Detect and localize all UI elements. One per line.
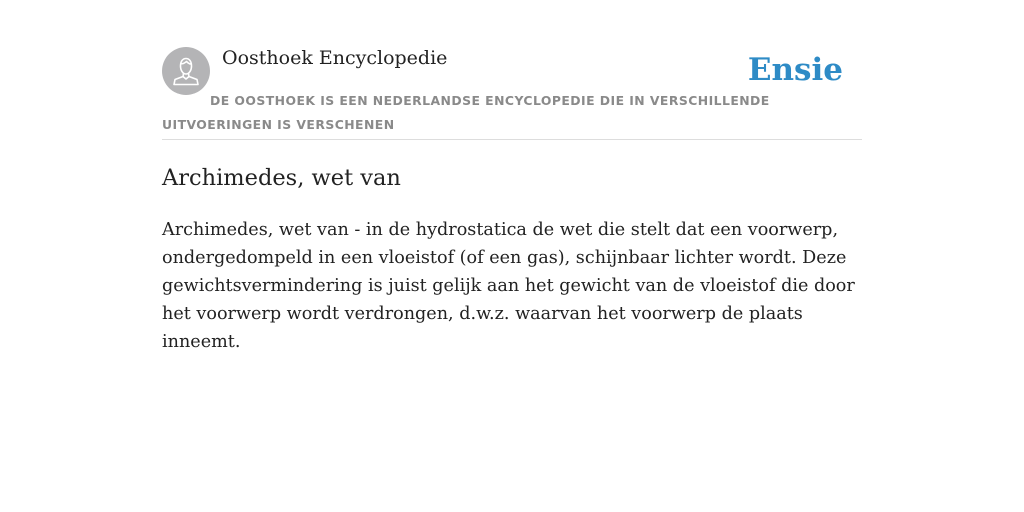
source-name[interactable]: Oosthoek Encyclopedie bbox=[222, 47, 448, 69]
article-title: Archimedes, wet van bbox=[162, 165, 401, 191]
user-icon bbox=[162, 47, 210, 95]
brand-logo[interactable]: Ensie bbox=[747, 52, 843, 88]
page-container bbox=[162, 0, 862, 352]
source-description: DE OOSTHOEK IS EEN NEDERLANDSE ENCYCLOPEDIE DIE IN VERSCHILLENDE UITVOERINGEN IS VERSCHENEN bbox=[162, 93, 770, 132]
source-header bbox=[162, 0, 862, 140]
article-body: Archimedes, wet van - in de hydrostatica de wet die stelt dat een voorwerp, ondergedompeld in een vloeistof (of een gas), schijnbaar lichter wordt. Deze gewichtsvermindering is juist gelijk aan het gewicht van de vloeistof die door het voorwerp wordt verdrongen, d.w.z. waarvan het voorwerp de plaats inneemt. bbox=[162, 220, 855, 352]
source-avatar[interactable] bbox=[162, 47, 210, 95]
